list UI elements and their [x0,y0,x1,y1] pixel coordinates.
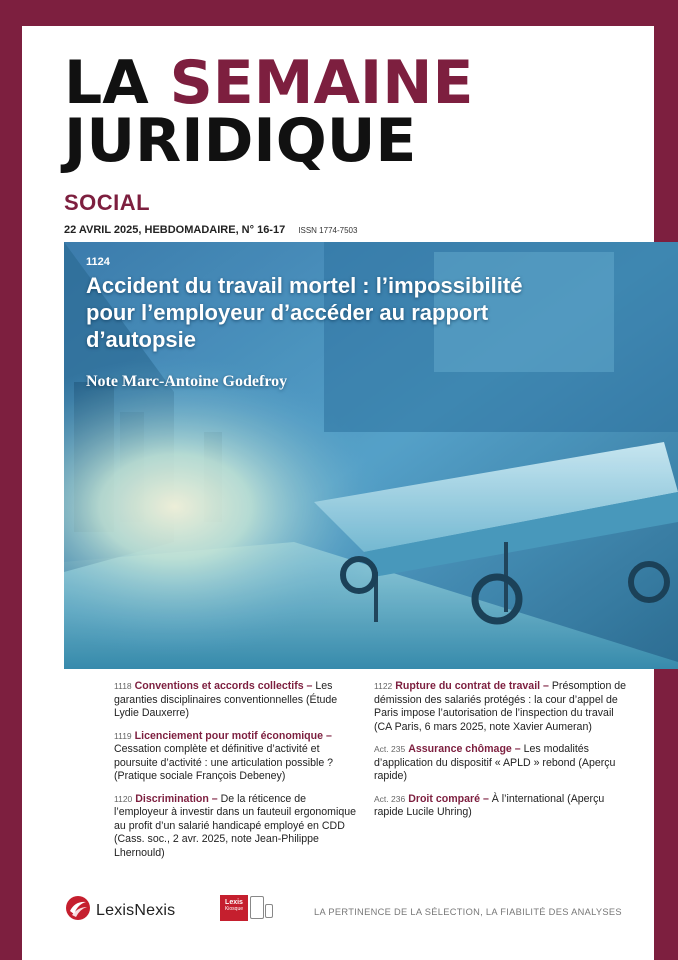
feature-article-number: 1124 [86,256,110,268]
publisher-tagline: LA PERTINENCE DE LA SÉLECTION, LA FIABILITÉ DES ANALYSES [314,907,622,917]
feature-article-title[interactable]: Accident du travail mortel : l’impossibilité pour l’employeur d’accéder au rapport d’autopsie [86,273,523,352]
toc-item-heading: Conventions et accords collectifs – [134,680,313,692]
lexisnexis-logo-icon [65,895,91,926]
toc-item-number: 1120 [114,793,133,804]
toc-item-number: 1118 [114,681,132,691]
issue-line [64,224,357,236]
kiosk-label: Kiosque [224,906,244,912]
toc-item[interactable] [374,680,629,734]
journal-title-la: LA [64,48,149,118]
phone-icon [265,904,273,918]
journal-title-juridique: JURIDIQUE [64,106,417,176]
table-of-contents-left [114,680,359,869]
toc-item-text: Les garanties disciplinaires conventionnelles (Étude Lydie Dauxerre) [114,680,338,719]
tablet-icon [250,896,264,919]
issn: ISSN 1774-7503 [298,226,358,235]
toc-item-text: À l’international (Aperçu rapide Lucile Uhring) [374,792,605,818]
toc-item[interactable] [114,730,359,784]
toc-item-heading: Discrimination – [135,792,218,805]
feature-article-author: Note Marc-Antoine Godefroy [86,373,288,390]
toc-item[interactable] [114,793,359,861]
toc-item[interactable] [374,793,629,820]
toc-item-text: Les modalités d’application du dispositif « APLD » rebond (Aperçu rapide) [374,743,616,782]
issue-date: 22 AVRIL 2025, HEBDOMADAIRE, N° 16-17 [64,224,286,236]
toc-item-number: Act. 235 [374,744,406,754]
table-of-contents-right [374,680,629,829]
toc-item-heading: Licenciement pour motif économique – [134,729,332,742]
toc-item-heading: Droit comparé – [408,792,489,805]
toc-item-text: Cessation complète et définitive d’activité et poursuite d’activité : une articulation possible ? (Pratique sociale François Debeney) [114,743,334,782]
toc-item-heading: Rupture du contrat de travail – [395,680,549,692]
toc-item[interactable] [114,680,359,721]
publisher-logo[interactable] [65,895,175,926]
kiosk-badge [220,895,248,921]
toc-item-number: Act. 236 [374,793,406,804]
toc-item-number: 1122 [374,681,393,691]
kiosk-brand: Lexis [225,899,243,906]
toc-item-text: De la réticence de l’employeur à investir dans un fauteuil ergonomique au profit d’un salarié handicapé employé en CDD (Cass. soc., 2 avr. 2025, note Jean-Philippe Lhernould) [114,792,357,859]
journal-title-semaine: SEMAINE [169,48,474,118]
toc-item-number: 1119 [114,730,132,741]
toc-item-heading: Assurance chômage – [408,743,521,755]
publisher-name: LexisNexis [96,901,176,919]
lexis-kiosque-badge[interactable] [220,895,274,921]
toc-item[interactable] [374,743,629,784]
toc-item-text: Présomption de démission des salariés protégés : la cour d’appel de Paris impose l’autorisation de l’inspection du travail (CA Paris, 6 mars 2025, note Xavier Aumeran) [374,680,627,733]
section-label: SOCIAL [64,190,151,215]
journal-title-line1 [64,48,474,118]
